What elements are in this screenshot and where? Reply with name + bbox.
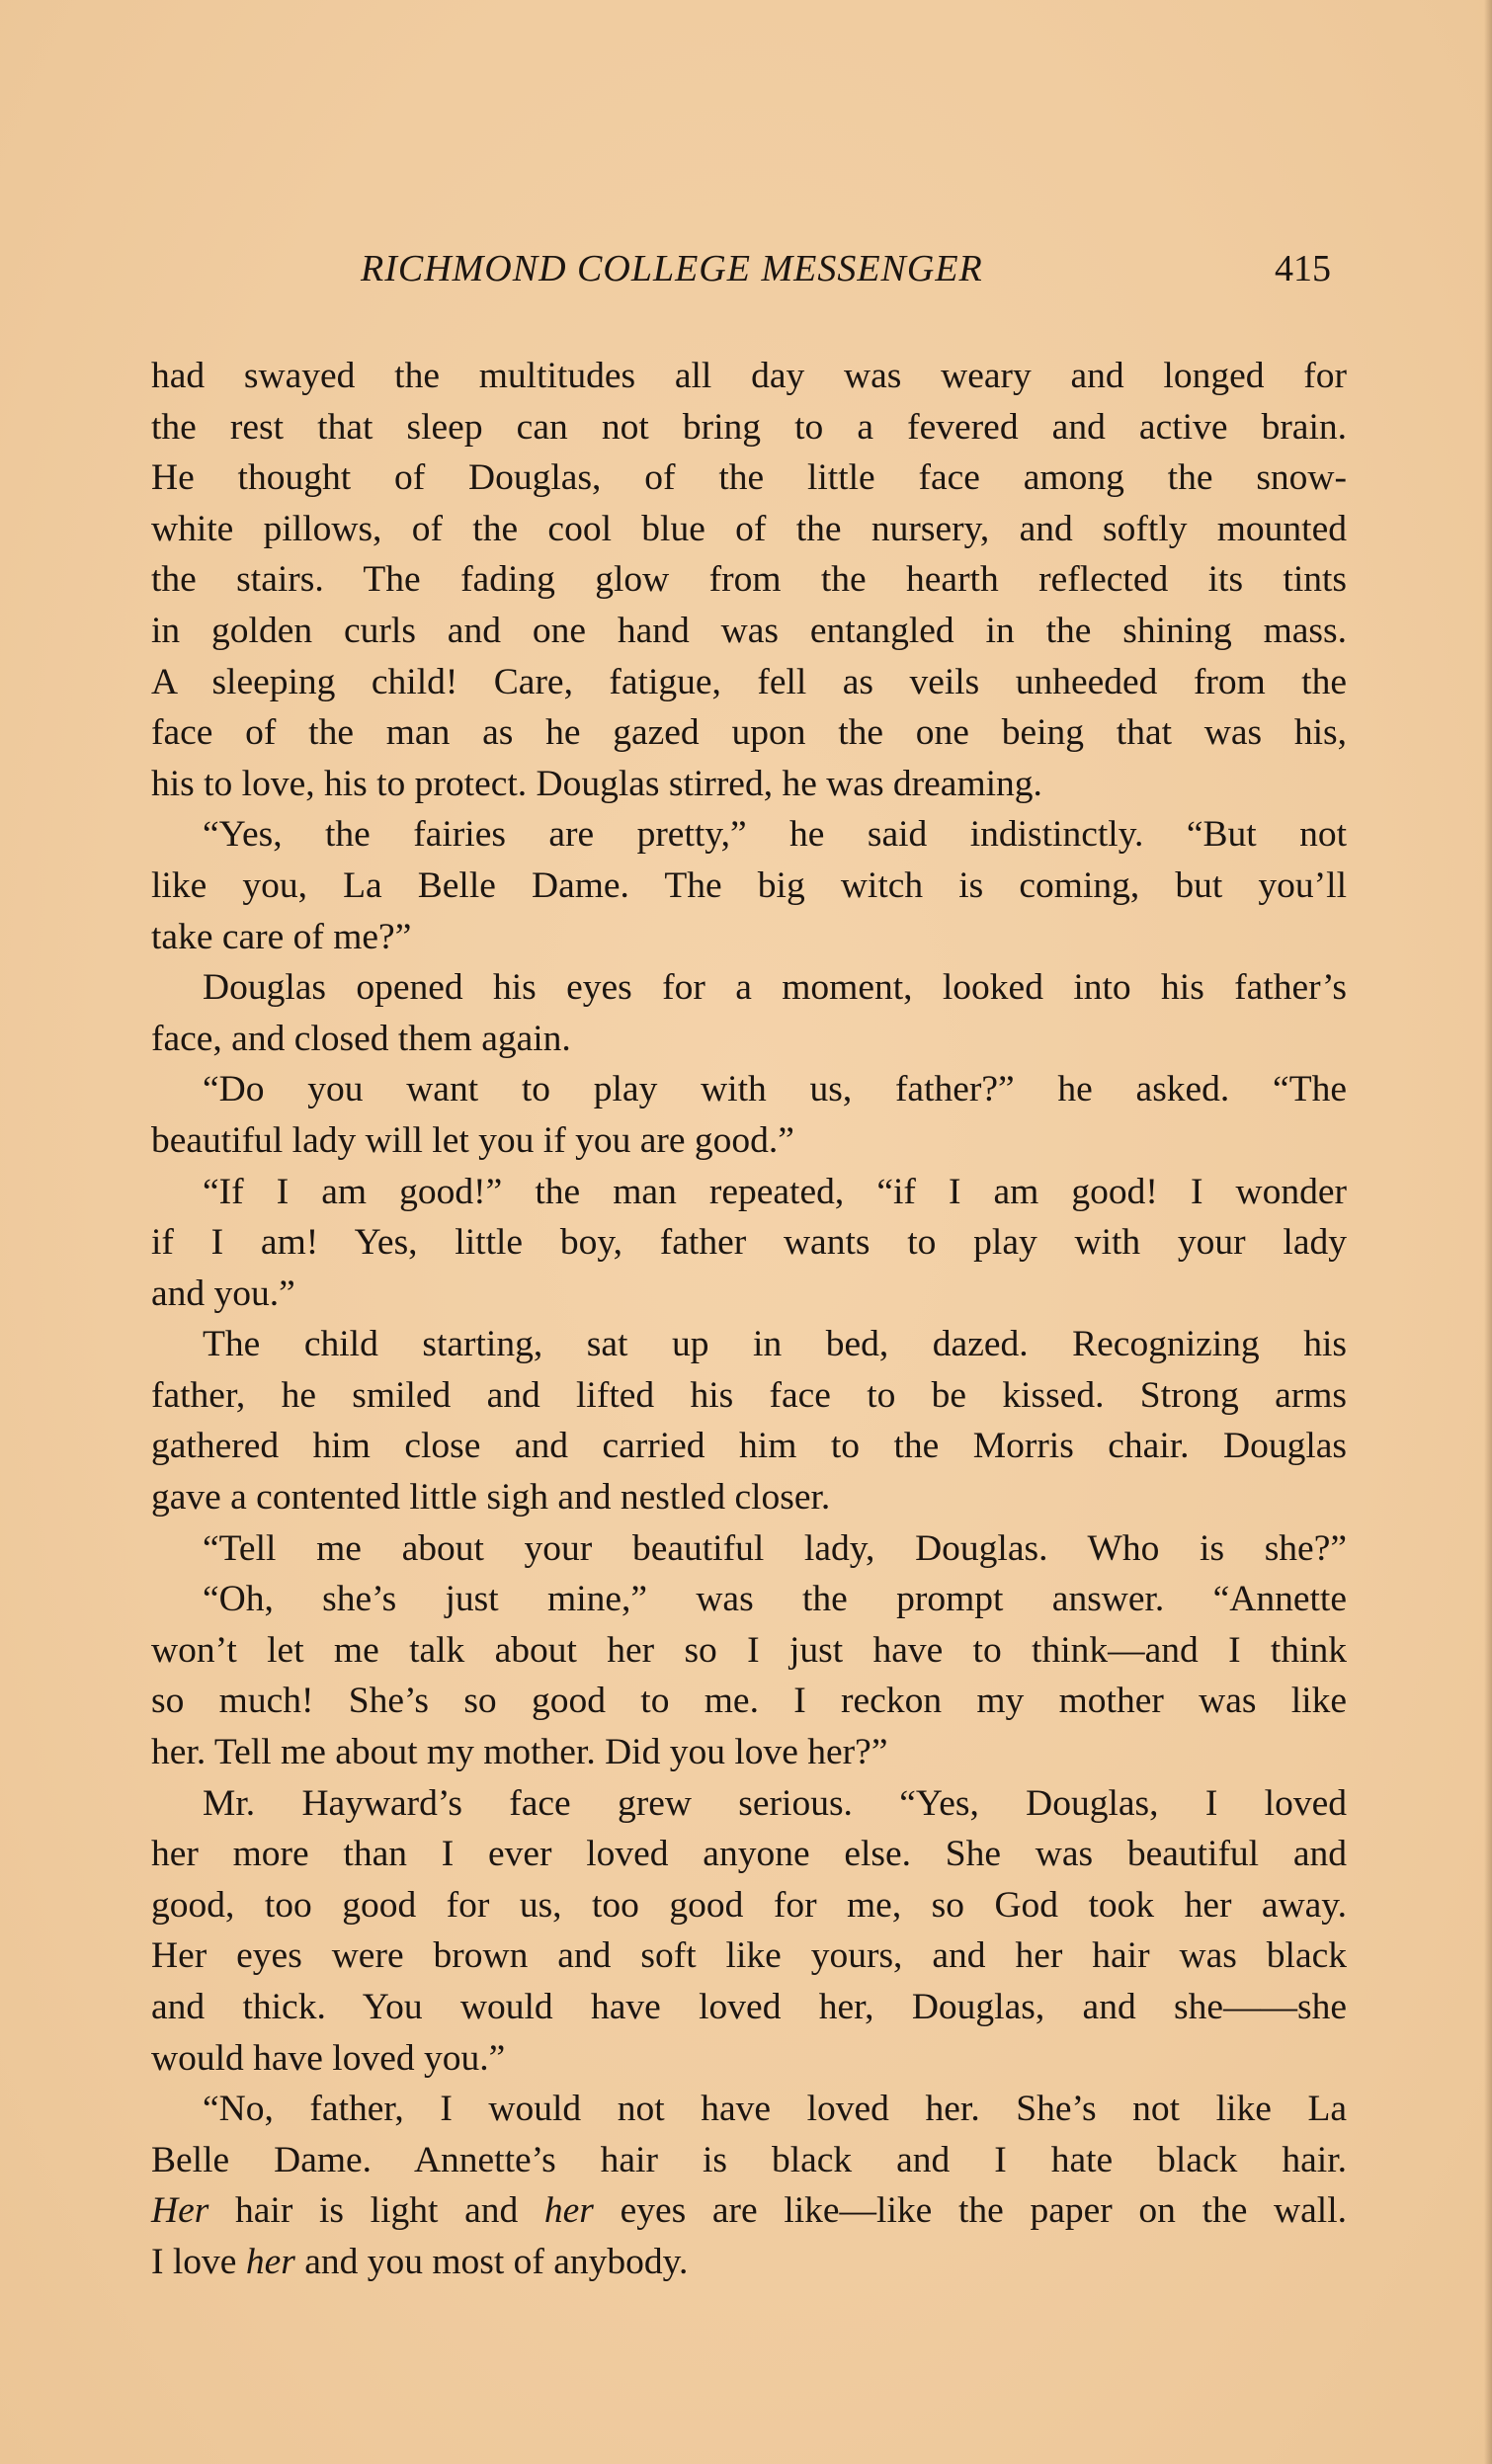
text-line: face of the man as he gazed upon the one being that was his, <box>151 712 1347 754</box>
text-line: in golden curls and one hand was entangled in the shining mass. <box>151 610 1347 651</box>
text-line: The child starting, sat up in bed, dazed. Recognizing his <box>203 1324 1347 1365</box>
italic-text: Her <box>151 2190 209 2232</box>
text-line: gave a contented little sigh and nestled closer. <box>151 1477 831 1519</box>
body-text <box>151 351 1347 2288</box>
text-line: and thick. You would have loved her, Douglas, and she——she <box>151 1987 1347 2027</box>
running-title: RICHMOND COLLEGE MESSENGER <box>361 248 983 289</box>
text-segment: hair is light and <box>208 2190 544 2232</box>
text-segment: eyes are like—like the paper on the wall. <box>593 2190 1347 2232</box>
text-line: “If I am good!” the man repeated, “if I am good! I wonder <box>203 1171 1347 1212</box>
text-line: his to love, his to protect. Douglas stirred, he was dreaming. <box>151 763 1042 804</box>
italic-text: her <box>543 2190 594 2232</box>
italic-text: her <box>245 2241 295 2282</box>
text-line: A sleeping child! Care, fatigue, fell as veils unheeded from the <box>151 661 1347 702</box>
page-edge-shadow <box>1484 0 1492 2464</box>
text-line: father, he smiled and lifted his face to be kissed. Strong arms <box>151 1374 1347 1416</box>
text-line: face, and closed them again. <box>151 1018 571 1059</box>
text-line: like you, La Belle Dame. The big witch is coming, but you’ll <box>151 864 1347 906</box>
text-line: and you.” <box>151 1273 295 1314</box>
text-line: won’t let me talk about her so I just have to think—and I think <box>151 1629 1347 1671</box>
text-line: beautiful lady will let you if you are good.” <box>151 1119 794 1161</box>
text-line: good, too good for us, too good for me, so God took her away. <box>151 1884 1347 1926</box>
text-line: “Yes, the fairies are pretty,” he said indistinctly. “But not <box>203 814 1347 856</box>
text-segment: and you most of anybody. <box>294 2241 689 2282</box>
text-line <box>151 2185 1347 2237</box>
text-line: “Oh, she’s just mine,” was the prompt answer. “Annette <box>203 1579 1347 1620</box>
text-line: “Do you want to play with us, father?” he asked. “The <box>203 1069 1347 1110</box>
text-line: her. Tell me about my mother. Did you love her?” <box>151 1732 888 1773</box>
text-line <box>151 2237 1347 2288</box>
text-line: had swayed the multitudes all day was weary and longed for <box>151 356 1347 396</box>
text-line: if I am! Yes, little boy, father wants to play with your lady <box>151 1222 1347 1264</box>
text-line: Douglas opened his eyes for a moment, looked into his father’s <box>203 967 1347 1009</box>
text-line: her more than I ever loved anyone else. She was beautiful and <box>151 1834 1347 1875</box>
text-line: “Tell me about your beautiful lady, Douglas. Who is she?” <box>203 1527 1347 1569</box>
text-line: gathered him close and carried him to the Morris chair. Douglas <box>151 1426 1347 1467</box>
text-segment: I love <box>151 2241 246 2282</box>
text-line: the stairs. The fading glow from the hearth reflected its tints <box>151 559 1347 601</box>
text-line: “No, father, I would not have loved her. She’s not like La <box>203 2089 1347 2130</box>
text-line: Her eyes were brown and soft like yours, and her hair was black <box>151 1935 1347 1977</box>
text-line: Belle Dame. Annette’s hair is black and I hate black hair. <box>151 2139 1347 2180</box>
text-line: white pillows, of the cool blue of the nursery, and softly mounted <box>151 508 1347 549</box>
text-line: take care of me?” <box>151 916 412 957</box>
text-line: the rest that sleep can not bring to a fevered and active brain. <box>151 406 1347 448</box>
text-line: so much! She’s so good to me. I reckon my mother was like <box>151 1681 1347 1722</box>
text-line: would have loved you.” <box>151 2037 506 2079</box>
text-line: Mr. Hayward’s face grew serious. “Yes, Douglas, I loved <box>203 1782 1347 1824</box>
text-line: He thought of Douglas, of the little face among the snow- <box>151 457 1347 499</box>
page-number: 415 <box>1275 248 1331 289</box>
running-header <box>148 247 1344 302</box>
